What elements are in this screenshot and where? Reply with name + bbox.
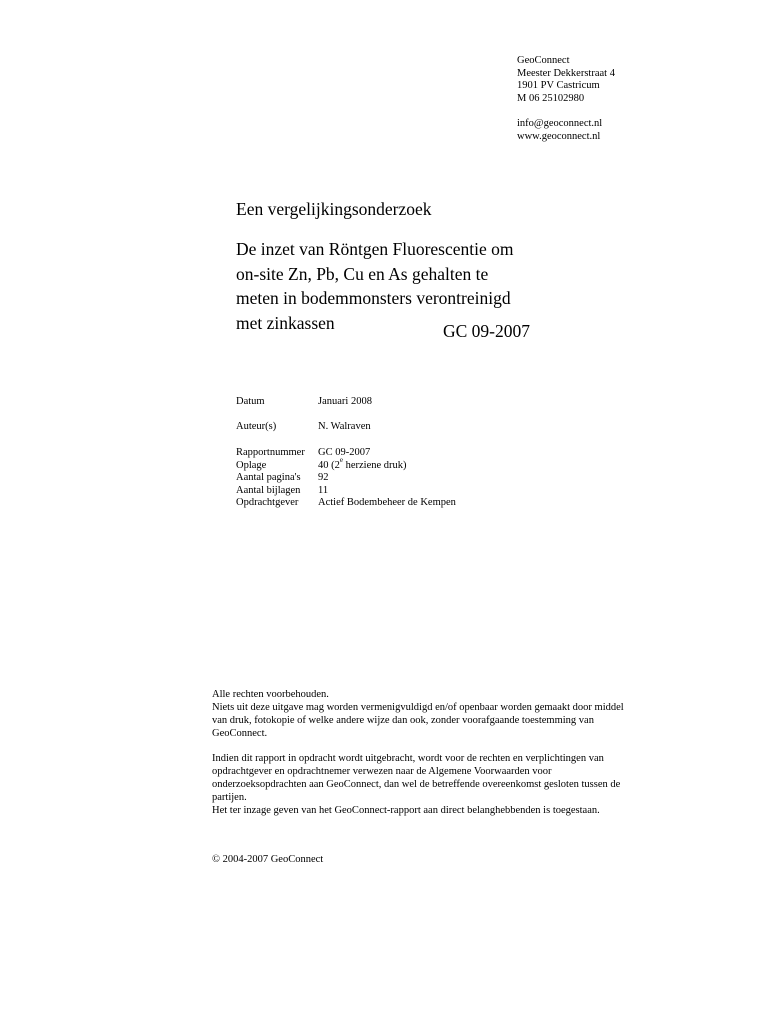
- company-website: www.geoconnect.nl: [517, 130, 601, 142]
- meta-row-rapportnummer: [236, 447, 456, 460]
- legal-line: van druk, fotokopie of welke andere wijze dan ook, zonder voorafgaande toestemming van: [212, 714, 594, 726]
- meta-label: Aantal bijlagen: [236, 484, 301, 496]
- legal-line: Alle rechten voorbehouden.: [212, 689, 329, 700]
- address-spacer: [517, 105, 615, 118]
- meta-row-paginas: [236, 472, 456, 485]
- title-line: meten in bodemmonsters verontreinigd: [236, 288, 511, 308]
- meta-label: Datum: [236, 396, 265, 407]
- company-phone: M 06 25102980: [517, 92, 585, 104]
- legal-line: Het ter inzage geven van het GeoConnect-rapport aan direct belanghebbenden is toegestaan.: [212, 804, 600, 816]
- legal-rights-paragraph: [212, 689, 652, 741]
- meta-row-bijlagen: [236, 485, 456, 498]
- meta-value: Actief Bodembeheer de Kempen: [318, 497, 456, 509]
- meta-row-oplage: [236, 456, 456, 473]
- title-line: on-site Zn, Pb, Cu en As gehalten te: [236, 263, 489, 284]
- company-name: GeoConnect: [517, 55, 570, 66]
- title-line: met zinkassen: [236, 312, 335, 333]
- meta-value: 11: [318, 484, 329, 496]
- legal-line: GeoConnect.: [212, 727, 268, 739]
- legal-terms-paragraph: [212, 753, 652, 818]
- document-reference: GC 09-2007: [443, 321, 531, 341]
- legal-line: onderzoeksopdrachten aan GeoConnect, dan wel de betreffende overeenkomst gesloten tussen de: [212, 778, 621, 790]
- meta-details: [236, 447, 456, 510]
- company-address-block: [517, 55, 615, 143]
- title-line: De inzet van Röntgen Fluorescentie om: [236, 239, 514, 259]
- meta-label: Auteur(s): [236, 421, 277, 432]
- legal-line: Niets uit deze uitgave mag worden vermenigvuldigd en/of openbaar worden gemaakt door middel: [212, 701, 624, 713]
- legal-line: partijen.: [212, 791, 247, 803]
- meta-row-opdrachtgever: [236, 497, 456, 510]
- company-street: Meester Dekkerstraat 4: [517, 67, 615, 79]
- meta-value: 40 (2e herziene druk): [318, 456, 407, 471]
- copyright-notice: © 2004-2007 GeoConnect: [212, 854, 324, 865]
- meta-auteurs: [236, 421, 371, 434]
- document-type: Een vergelijkingsonderzoek: [236, 199, 432, 219]
- meta-value: 92: [318, 472, 329, 484]
- meta-label: Rapportnummer: [236, 447, 305, 458]
- meta-label: Aantal pagina's: [236, 472, 301, 484]
- meta-datum: [236, 396, 372, 409]
- company-email: info@geoconnect.nl: [517, 117, 603, 129]
- meta-value: N. Walraven: [318, 421, 371, 432]
- company-city: 1901 PV Castricum: [517, 80, 600, 92]
- meta-label: Opdrachtgever: [236, 497, 299, 509]
- meta-label: Oplage: [236, 459, 267, 471]
- legal-line: opdrachtgever en opdrachtnemer verwezen naar de Algemene Voorwaarden voor: [212, 765, 552, 777]
- meta-value: Januari 2008: [318, 396, 372, 407]
- meta-value: GC 09-2007: [318, 447, 371, 458]
- legal-line: Indien dit rapport in opdracht wordt uitgebracht, wordt voor de rechten en verplichtingen van: [212, 753, 604, 764]
